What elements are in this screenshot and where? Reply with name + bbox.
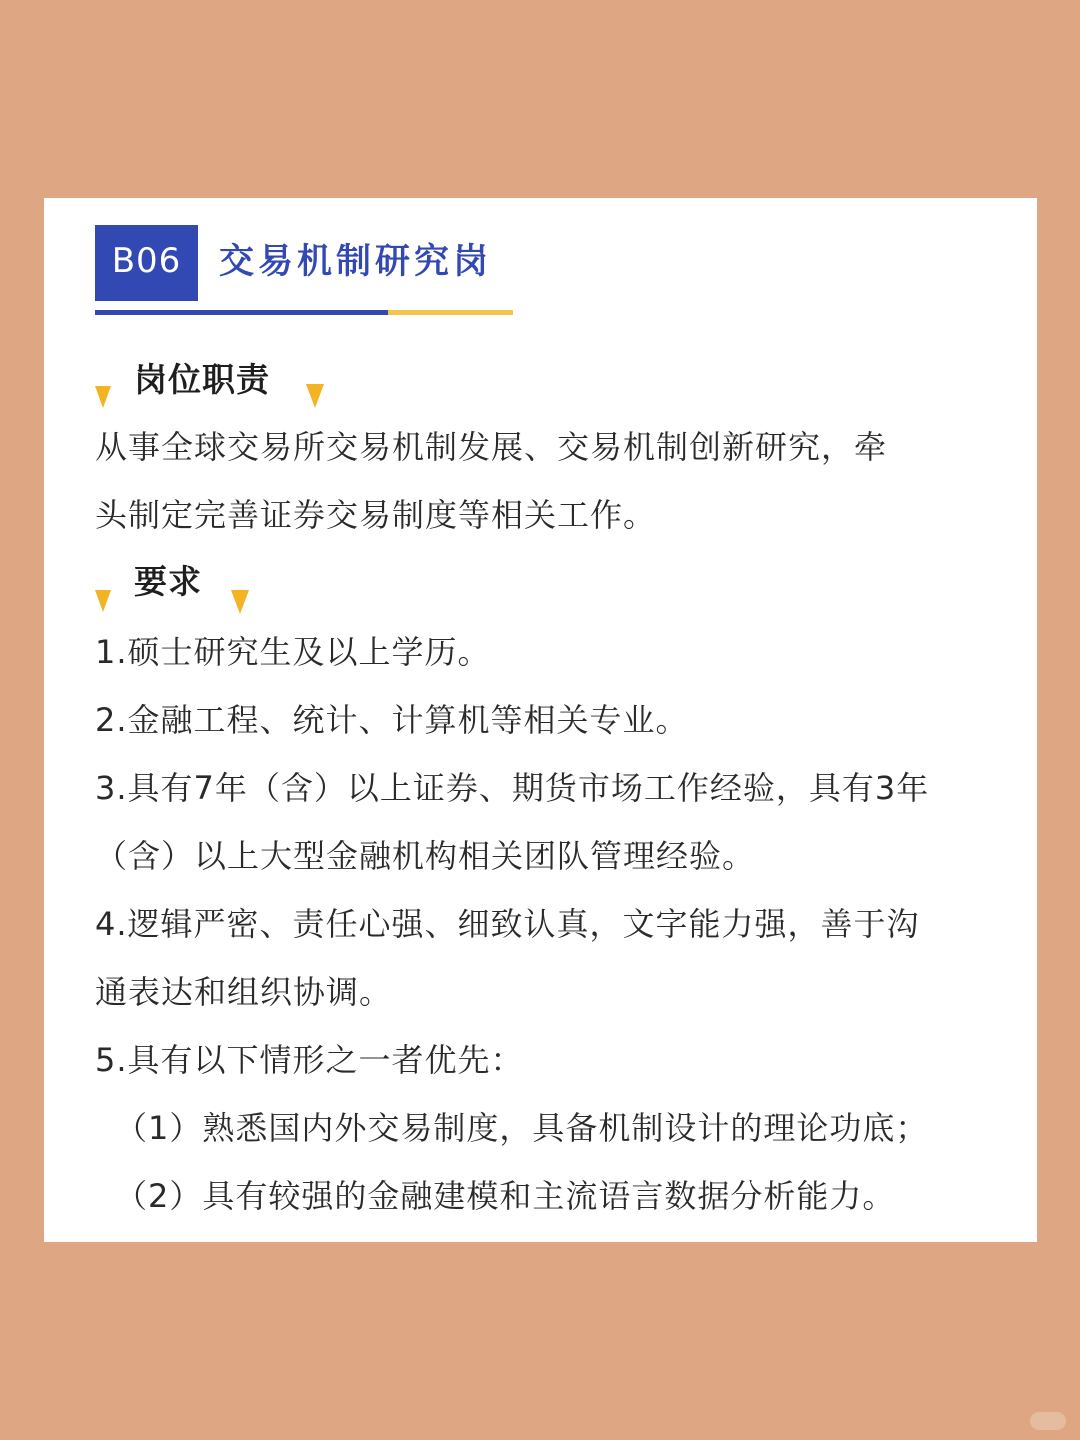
job-card bbox=[44, 198, 1037, 1242]
requirement-subline: （1）熟悉国内外交易制度，具备机制设计的理论功底； bbox=[115, 1109, 929, 1147]
job-title: 交易机制研究岗 bbox=[219, 242, 493, 282]
requirement-subline: （2）具有较强的金融建模和主流语言数据分析能力。 bbox=[115, 1177, 896, 1215]
requirement-line: 2.金融工程、统计、计算机等相关专业。 bbox=[95, 701, 689, 739]
requirement-line: （含）以上大型金融机构相关团队管理经验。 bbox=[95, 837, 756, 875]
requirement-line: 通表达和组织协调。 bbox=[95, 973, 393, 1011]
requirement-line: 5.具有以下情形之一者优先： bbox=[95, 1041, 524, 1079]
title-underline-blue bbox=[95, 310, 388, 315]
duties-line: 从事全球交易所交易机制发展、交易机制创新研究，牵 bbox=[95, 428, 888, 466]
requirement-line: 1.硕士研究生及以上学历。 bbox=[95, 633, 491, 671]
section-requirements-label: 要求 bbox=[134, 562, 202, 601]
duties-line: 头制定完善证券交易制度等相关工作。 bbox=[95, 496, 657, 534]
job-code-badge: B06 bbox=[95, 225, 198, 301]
triangle-left-icon bbox=[95, 590, 111, 612]
section-duties-label: 岗位职责 bbox=[134, 360, 270, 399]
triangle-right-icon bbox=[306, 384, 324, 408]
triangle-right-icon bbox=[231, 590, 249, 614]
requirement-line: 3.具有7年（含）以上证券、期货市场工作经验，具有3年 bbox=[95, 769, 930, 807]
triangle-left-icon bbox=[95, 386, 111, 408]
title-underline-yellow bbox=[388, 310, 513, 315]
requirement-line: 4.逻辑严密、责任心强、细致认真，文字能力强，善于沟 bbox=[95, 905, 920, 943]
watermark-logo bbox=[1030, 1412, 1066, 1430]
